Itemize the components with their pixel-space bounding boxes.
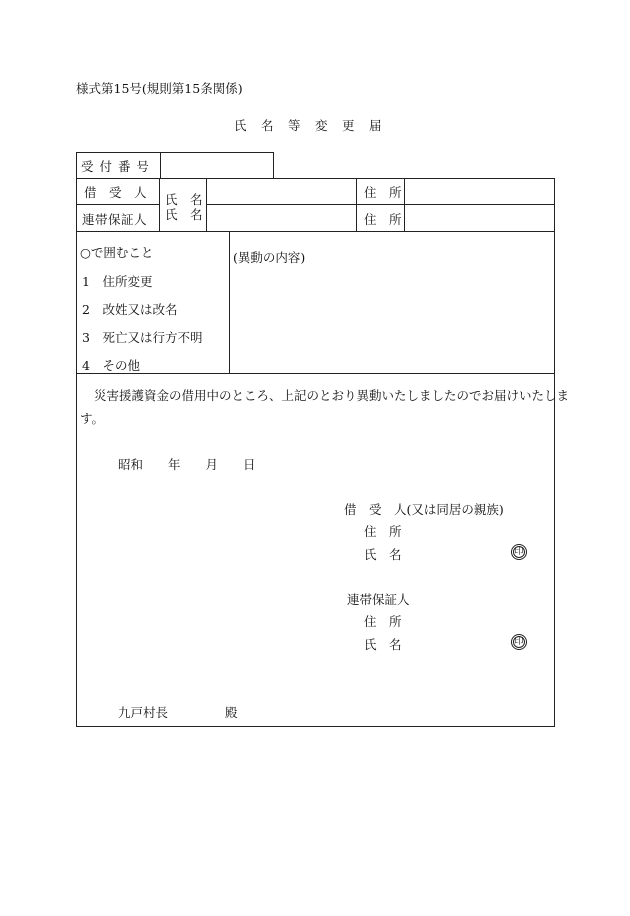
- reception-number-field[interactable]: [161, 153, 272, 177]
- name-label-guarantor: 氏 名: [165, 207, 203, 222]
- guarantor-seal-char: 印: [514, 637, 524, 647]
- guarantor-name-label: 氏 名: [364, 637, 402, 652]
- honorific: 殿: [225, 705, 238, 720]
- borrower-address-field[interactable]: [405, 179, 553, 203]
- borrower-name-label: 氏 名: [364, 547, 402, 562]
- borrower-section-label: 借 受 人(又は同居の親族): [344, 502, 504, 517]
- reception-number-label: 受 付 番 号: [81, 159, 150, 174]
- guarantor-section-label: 連帯保証人: [347, 592, 410, 607]
- borrower-seal-char: 印: [514, 547, 524, 557]
- guarantor-seal-icon: [511, 634, 527, 650]
- guarantor-name-field[interactable]: [207, 205, 355, 230]
- page-title: 氏 名 等 変 更 届: [234, 118, 383, 133]
- guarantor-address-field[interactable]: [405, 205, 553, 230]
- change-contents-field[interactable]: [231, 265, 553, 372]
- borrower-address-label: 住 所: [364, 524, 402, 539]
- circle-instruction: ○で囲むこと: [80, 245, 154, 260]
- name-label-borrower: 氏 名: [165, 192, 203, 207]
- addressee: 九戸村長: [118, 705, 169, 720]
- borrower-name-field[interactable]: [207, 179, 355, 203]
- statement-line-1: 災害援護資金の借用中のところ、上記のとおり異動いたしましたのでお届けいたしま: [94, 388, 570, 403]
- guarantor-address-label: 住 所: [364, 614, 402, 629]
- statement-line-2: す。: [80, 411, 105, 426]
- borrower-label: 借 受 人: [84, 185, 147, 200]
- address-label-guarantor: 住 所: [364, 212, 402, 227]
- option-address-change[interactable]: 1 住所変更: [82, 274, 153, 289]
- option-death-missing[interactable]: 3 死亡又は行方不明: [82, 330, 203, 345]
- option-name-change[interactable]: 2 改姓又は改名: [82, 302, 178, 317]
- guarantor-label: 連帯保証人: [82, 212, 148, 227]
- form-number: 様式第15号(規則第15条関係): [76, 81, 243, 96]
- date-line: 昭和 年 月 日: [118, 457, 256, 472]
- address-label-borrower: 住 所: [364, 185, 402, 200]
- option-other[interactable]: 4 その他: [82, 358, 140, 373]
- borrower-seal-icon: [511, 544, 527, 560]
- change-contents-label: (異動の内容): [233, 250, 306, 265]
